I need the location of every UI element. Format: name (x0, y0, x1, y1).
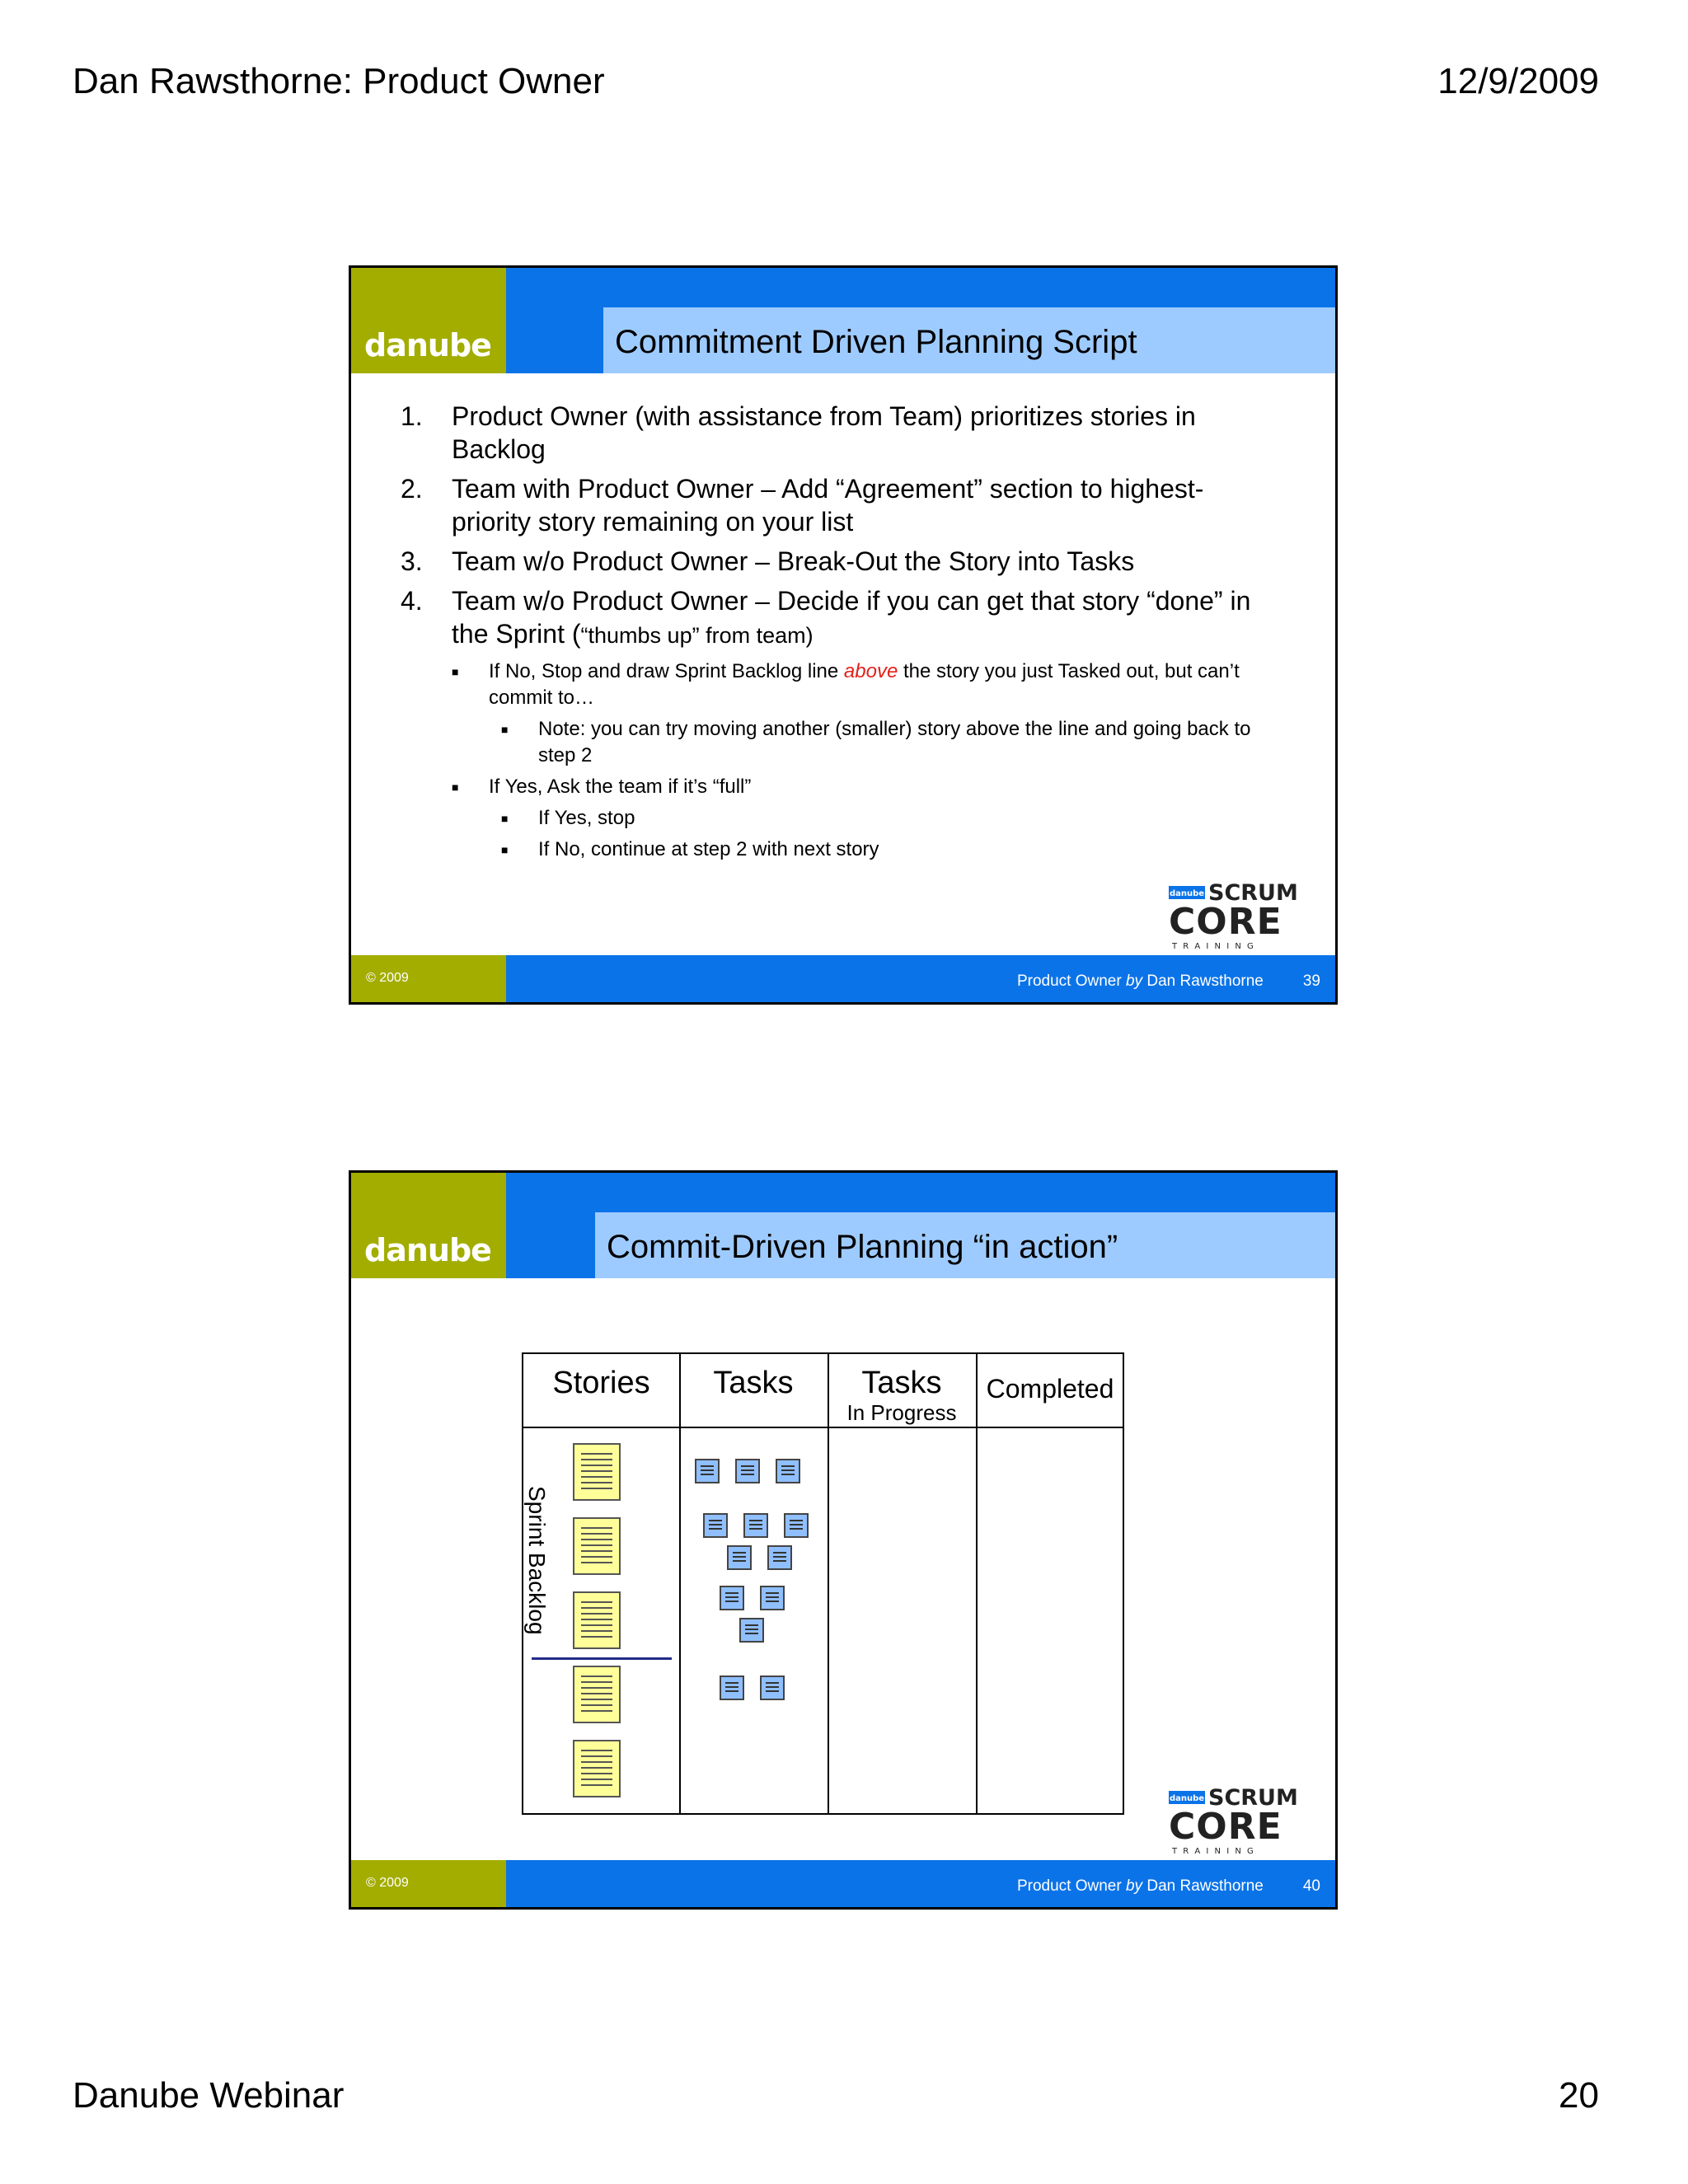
sprint-backlog-line (532, 1657, 672, 1660)
slide-page-number: 40 (1302, 1877, 1320, 1895)
task-card (727, 1545, 752, 1570)
square-bullet-icon: ■ (452, 780, 459, 794)
column-stories: Stories (552, 1366, 650, 1400)
step-text: Team with Product Owner – Add “Agreement” section to highest-priority story remaining on your list (452, 474, 1204, 537)
emphasis-above: above (843, 660, 898, 682)
slide-footer-text (1017, 1877, 1320, 1896)
step-text (452, 584, 1274, 652)
step-text-main: Team w/o Product Owner – Decide if you can get that story “done” in the Sprint ( (452, 586, 1251, 649)
script-bullet (452, 658, 1274, 711)
column-completed: Completed (986, 1374, 1114, 1404)
task-card (760, 1675, 785, 1700)
slide-blue-stub (506, 1212, 595, 1278)
step-number: 1. (401, 401, 423, 431)
slide-blue-band (506, 268, 1335, 307)
story-card (573, 1591, 621, 1649)
script-step (401, 584, 1274, 652)
board-divider (679, 1354, 681, 1813)
task-card (776, 1459, 800, 1483)
story-card (573, 1666, 621, 1723)
task-card (720, 1586, 744, 1610)
footer-author: Dan Rawsthorne (1142, 972, 1264, 990)
task-card (743, 1513, 768, 1538)
script-bullet (501, 716, 1274, 769)
footer-by: by (1125, 972, 1143, 990)
task-card (784, 1513, 809, 1538)
footer-author: Dan Rawsthorne (1142, 1877, 1264, 1895)
step-text-small: “thumbs up” from team) (580, 623, 814, 648)
step-number: 2. (401, 474, 423, 504)
slide-blue-stub (506, 307, 603, 373)
column-tasks: Tasks (713, 1366, 794, 1400)
bullet-text (489, 658, 1274, 711)
footer-prefix: Product Owner (1016, 972, 1126, 990)
task-card (739, 1618, 764, 1643)
square-bullet-icon: ■ (501, 812, 509, 825)
task-card (703, 1513, 728, 1538)
slide-footer-text (1017, 972, 1320, 991)
footer-prefix: Product Owner (1016, 1877, 1126, 1895)
bullet-text: Note: you can try moving another (smaller) story above the line and going back to step 2 (538, 718, 1251, 766)
script-bullet (452, 774, 1274, 800)
slide-copyright: © 2009 (366, 1876, 409, 1890)
danube-logo: danube (364, 1232, 491, 1268)
story-card (573, 1740, 621, 1797)
bullet-text-post: the story you just Tasked out, but can’t commit to… (489, 660, 1240, 709)
slide-blue-band (506, 1173, 1335, 1212)
task-card (720, 1675, 744, 1700)
board-header-divider (523, 1427, 1123, 1428)
scrum-core-training-logo (1169, 883, 1317, 950)
svg-text:T R A I N I N G: T R A I N I N G (1172, 1847, 1255, 1855)
slide-copyright: © 2009 (366, 971, 409, 985)
task-card (760, 1586, 785, 1610)
bullet-text: If No, continue at step 2 with next story (538, 838, 879, 860)
footer-by: by (1125, 1877, 1143, 1895)
task-card (735, 1459, 760, 1483)
scrum-core-training-logo (1169, 1788, 1317, 1855)
slide-title: Commitment Driven Planning Script (603, 307, 1335, 373)
sprint-backlog-label: Sprint Backlog (524, 1486, 550, 1635)
story-card (573, 1443, 621, 1501)
slide-page-number: 39 (1302, 972, 1320, 990)
page-footer-number: 20 (1559, 2075, 1599, 2116)
script-step (401, 472, 1274, 538)
task-card (767, 1545, 792, 1570)
step-number: 3. (401, 546, 423, 576)
svg-text:T R A I N I N G: T R A I N I N G (1172, 942, 1255, 950)
square-bullet-icon: ■ (501, 723, 509, 736)
script-bullet (501, 805, 1274, 832)
square-bullet-icon: ■ (452, 665, 459, 678)
page-header-title: Dan Rawsthorne: Product Owner (73, 61, 605, 101)
task-card (695, 1459, 720, 1483)
danube-logo: danube (364, 327, 491, 363)
svg-text:danube: danube (1169, 1794, 1205, 1803)
svg-text:SCRUM: SCRUM (1208, 1788, 1298, 1811)
script-step (401, 545, 1274, 578)
page-footer-title: Danube Webinar (73, 2075, 345, 2116)
slide-40 (349, 1170, 1338, 1910)
slide-footer-credit (1017, 972, 1264, 991)
step-number: 4. (401, 586, 423, 616)
svg-text:danube: danube (1169, 889, 1205, 898)
board-divider (976, 1354, 978, 1813)
square-bullet-icon: ■ (501, 843, 509, 856)
slide-footer-credit (1017, 1877, 1264, 1896)
script-step (401, 400, 1274, 466)
story-card (573, 1517, 621, 1575)
step-text: Team w/o Product Owner – Break-Out the Story into Tasks (452, 546, 1135, 576)
planning-script (401, 400, 1274, 868)
svg-text:CORE: CORE (1169, 901, 1282, 943)
task-board (522, 1352, 1124, 1815)
bullet-text: If Yes, Ask the team if it’s “full” (489, 776, 752, 798)
bullet-text: If Yes, stop (538, 807, 635, 829)
script-bullet (501, 837, 1274, 863)
step-text: Product Owner (with assistance from Team) prioritizes stories in Backlog (452, 401, 1196, 464)
page-header-date: 12/9/2009 (1437, 61, 1599, 101)
svg-text:SCRUM: SCRUM (1208, 883, 1298, 906)
column-in-progress-sub: In Progress (846, 1400, 957, 1425)
column-tasks-in-progress: Tasks (861, 1366, 942, 1400)
slide-39 (349, 265, 1338, 1005)
svg-text:CORE: CORE (1169, 1806, 1282, 1848)
bullet-text-pre: If No, Stop and draw Sprint Backlog line (489, 660, 844, 682)
slide-title: Commit-Driven Planning “in action” (595, 1212, 1335, 1278)
